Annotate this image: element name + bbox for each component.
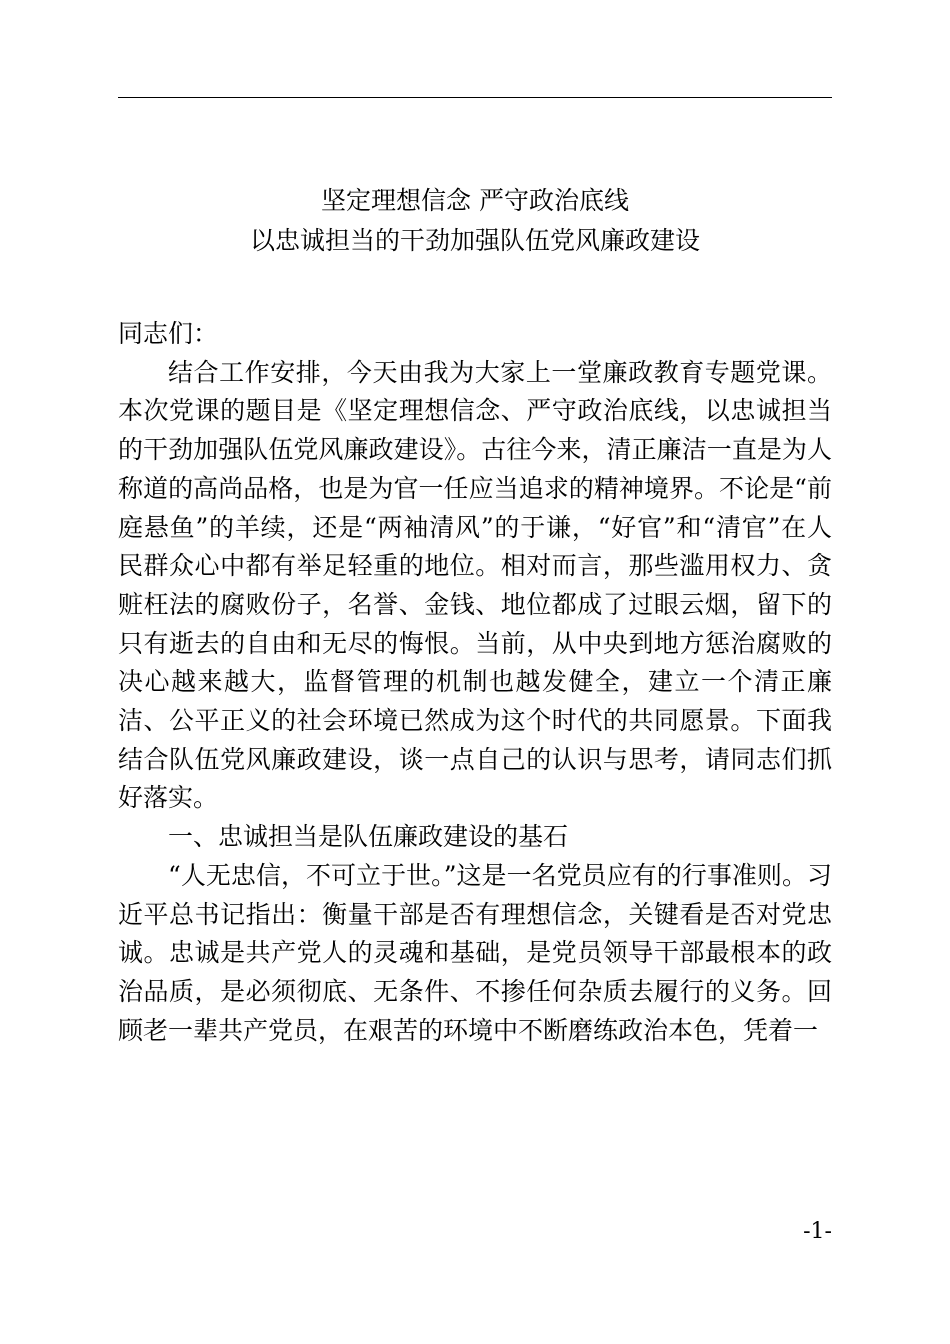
title-line-1: 坚定理想信念 严守政治底线 xyxy=(321,186,629,215)
page-number: -1- xyxy=(803,1219,832,1244)
paragraph-loyalty: “人无忠信，不可立于世。”这是一名党员应有的行事准则。习近平总书记指出：衡量干部是否有理想信念，关键看是否对党忠诚。忠诚是共产党人的灵魂和基础，是党员领导干部最根本的政治品质，是必须彻底、无条件、不掺任何杂质去履行的义务。回顾老一辈共产党员，在艰苦的环境中不断磨练政治本色，凭着一 xyxy=(118,860,832,1045)
salutation: 同志们： xyxy=(118,319,219,348)
section-heading-1: 一、忠诚担当是队伍廉政建设的基石 xyxy=(168,822,569,852)
document-title xyxy=(118,181,832,261)
title-line-2: 以忠诚担当的干劲加强队伍党风廉政建设 xyxy=(249,226,700,255)
paragraph-intro: 结合工作安排，今天由我为大家上一堂廉政教育专题党课。本次党课的题目是《坚定理想信念、严守政治底线，以忠诚担当的干劲加强队伍党风廉政建设》。古往今来，清正廉洁一直是为人称道的高尚品格，也是为官一任应当追求的精神境界。不论是“前庭悬鱼”的羊续，还是“两袖清风”的于谦，“好官”和“清官”在人民群众心中都有举足轻重的地位。相对而言，那些滥用权力、贪赃枉法的腐败份子，名誉、金钱、地位都成了过眼云烟，留下的只有逝去的自由和无尽的悔恨。当前，从中央到地方惩治腐败的决心越来越大，监督管理的机制也越发健全，建立一个清正廉洁、公平正义的社会环境已然成为这个时代的共同愿景。下面我结合队伍党风廉政建设，谈一点自己的认识与思考，请同志们抓好落实。 xyxy=(118,357,832,813)
header-rule xyxy=(118,97,832,98)
document-body xyxy=(118,315,832,1050)
